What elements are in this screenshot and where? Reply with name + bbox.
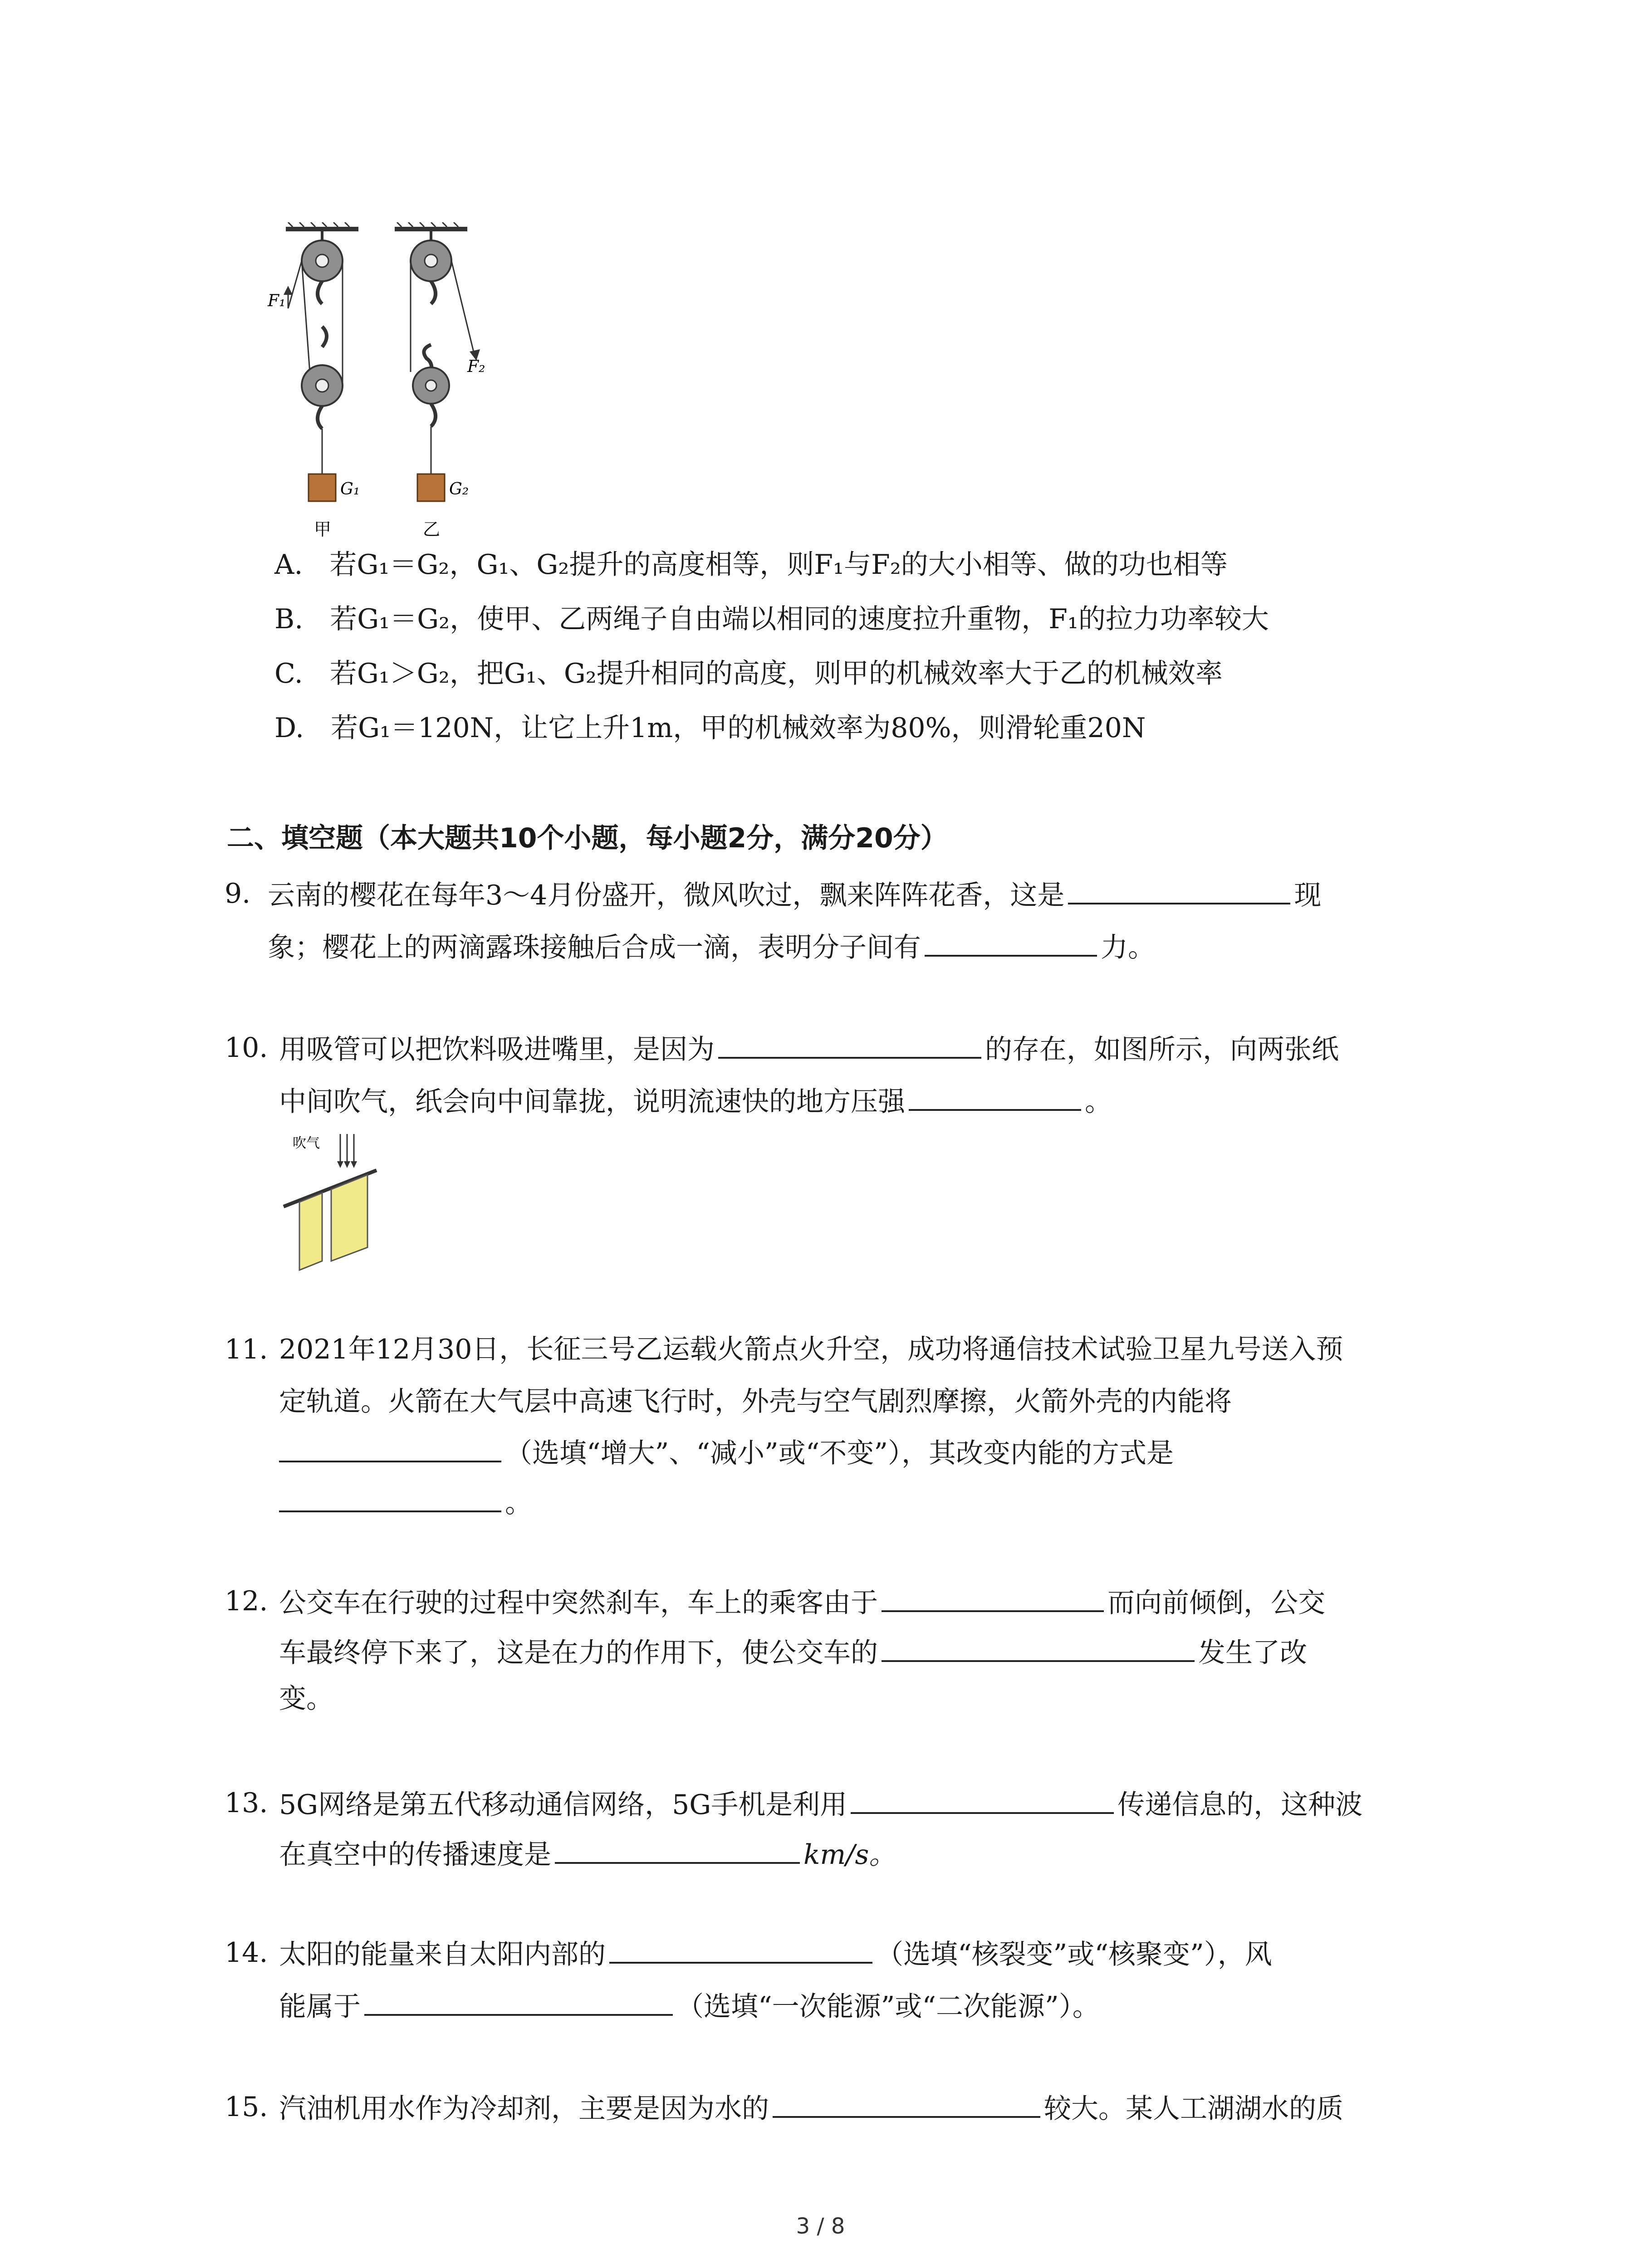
q13-blank-2[interactable]: [555, 1835, 800, 1864]
q10-blank-1[interactable]: [718, 1030, 981, 1059]
blow-arrows: [340, 1134, 354, 1163]
q13-line-2: 在真空中的传播速度是 km/s。: [279, 1835, 896, 1873]
q9-number: 9.: [225, 878, 251, 909]
q10-line-2: 中间吹气，纸会向中间靠拢，说明流速快的地方压强 。: [279, 1082, 1112, 1120]
q12-line-3: 变。: [279, 1683, 333, 1715]
q11-line-3: （选填“增大”、“减小”或“不变”），其改变内能的方式是: [279, 1433, 1174, 1471]
q15-line-1: 汽油机用水作为冷却剂，主要是因为水的 较大。某人工湖湖水的质: [279, 2089, 1343, 2127]
label-F2: F₂: [467, 357, 485, 376]
pulley-jia: [284, 231, 343, 501]
q9-blank-1[interactable]: [1068, 875, 1290, 904]
q14-number: 14.: [225, 1937, 268, 1969]
label-G2: G₂: [449, 480, 469, 499]
ceiling-right: [395, 222, 467, 231]
option-letter: B.: [274, 603, 304, 635]
pulley-figure: [263, 222, 499, 549]
q9-line-2: 象；樱花上的两滴露珠接触后合成一滴，表明分子间有 力。: [268, 928, 1155, 966]
q14-blank-1[interactable]: [609, 1935, 872, 1964]
q15-blank-1[interactable]: [773, 2089, 1040, 2118]
label-F1: F₁: [268, 292, 286, 310]
blow-label: 吹气: [293, 1135, 320, 1151]
q12-line-1: 公交车在行驶的过程中突然刹车，车上的乘客由于 而向前倾倒，公交: [279, 1583, 1325, 1621]
paper-figure: [272, 1129, 390, 1275]
q14-blank-2[interactable]: [364, 1987, 673, 2016]
q12-blank-1[interactable]: [882, 1583, 1104, 1612]
option-letter: D.: [274, 712, 304, 744]
option-c: [274, 655, 1223, 692]
q14-line-2: 能属于 （选填“一次能源”或“二次能源”）。: [279, 1987, 1100, 2025]
q11-line-4: 。: [279, 1483, 532, 1521]
q11-line-1: 2021年12月30日，长征三号乙运载火箭点火升空，成功将通信技术试验卫星九号送入预: [279, 1334, 1343, 1365]
label-jia: 甲: [314, 519, 332, 539]
q11-number: 11.: [225, 1334, 268, 1365]
q12-line-2: 车最终停下来了，这是在力的作用下，使公交车的 发生了改: [279, 1633, 1307, 1671]
q13-number: 13.: [225, 1787, 268, 1819]
q13-line-1: 5G网络是第五代移动通信网络，5G手机是利用 传递信息的，这种波: [279, 1785, 1362, 1823]
option-letter: A.: [274, 549, 303, 581]
q10-line-1: 用吸管可以把饮料吸进嘴里，是因为 的存在，如图所示，向两张纸: [279, 1030, 1339, 1068]
option-text: 若G₁＝G₂，使甲、乙两绳子自由端以相同的速度拉升重物，F₁的拉力功率较大: [330, 603, 1269, 635]
section-heading: 二、填空题（本大题共10个小题，每小题2分，满分20分）: [227, 822, 948, 854]
paper-left: [299, 1193, 322, 1270]
option-text: 若G₁＝120N，让它上升1m，甲的机械效率为80%，则滑轮重20N: [331, 712, 1146, 744]
q13-blank-1[interactable]: [851, 1785, 1114, 1814]
option-text: 若G₁＝G₂，G₁、G₂提升的高度相等，则F₁与F₂的大小相等、做的功也相等: [329, 549, 1228, 581]
ceiling-left: [286, 222, 358, 231]
q9-blank-2[interactable]: [925, 928, 1097, 957]
q11-blank-1[interactable]: [279, 1433, 501, 1462]
q14-line-1: 太阳的能量来自太阳内部的 （选填“核裂变”或“核聚变”），风: [279, 1935, 1272, 1973]
paper-right: [331, 1175, 367, 1261]
q11-line-2: 定轨道。火箭在大气层中高速飞行时，外壳与空气剧烈摩擦，火箭外壳的内能将: [279, 1386, 1232, 1418]
q15-number: 15.: [225, 2091, 268, 2123]
q11-blank-2[interactable]: [279, 1483, 501, 1512]
q10-number: 10.: [225, 1032, 268, 1064]
option-letter: C.: [274, 658, 303, 689]
option-text: 若G₁＞G₂，把G₁、G₂提升相同的高度，则甲的机械效率大于乙的机械效率: [329, 658, 1223, 689]
option-d: [274, 710, 1146, 746]
q12-number: 12.: [225, 1585, 268, 1617]
page-number: 3 / 8: [796, 2214, 845, 2239]
q10-blank-2[interactable]: [909, 1082, 1081, 1111]
q12-blank-2[interactable]: [882, 1633, 1195, 1662]
option-a: [274, 547, 1228, 583]
q9-line-1: 云南的樱花在每年3～4月份盛开，微风吹过，飘来阵阵花香，这是 现: [268, 875, 1321, 914]
label-yi: 乙: [423, 519, 441, 539]
label-G1: G₁: [340, 480, 360, 499]
option-b: [274, 601, 1269, 637]
